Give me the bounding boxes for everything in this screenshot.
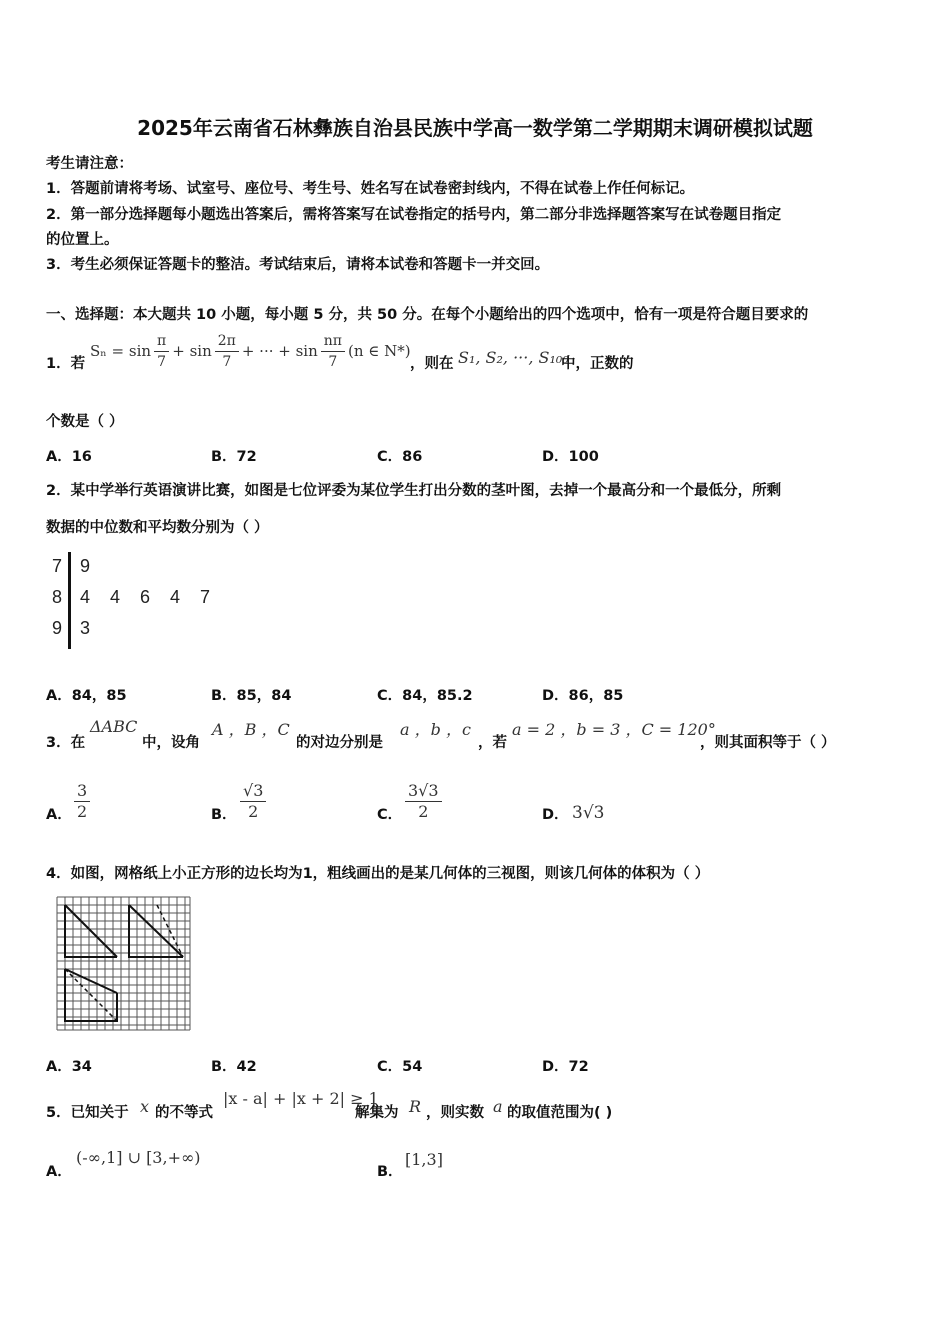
q3-option-b[interactable]: B．: [211, 807, 237, 823]
q5-text: 解集为: [355, 1105, 399, 1121]
three-view-grid-figure: [54, 894, 194, 1034]
stem-divider: [68, 552, 71, 649]
q1-number: 1．若: [46, 356, 86, 372]
q3-option-d[interactable]: D．: [542, 807, 569, 823]
section-heading: 一、选择题：本大题共 10 小题，每小题 5 分，共 50 分。在每个小题给出的四个选项中，恰有一项是符合题目要求的: [46, 307, 809, 323]
q5-option-a-value: (-∞,1] ∪ [3,+∞): [76, 1148, 201, 1167]
q3-option-c[interactable]: C．: [377, 807, 403, 823]
q1-option-a[interactable]: A．16: [46, 449, 92, 465]
fraction: $\frac{√3}{2}$: [240, 781, 266, 822]
q3-option-b-value: [240, 781, 266, 822]
q3-sides: a ，b ，c: [400, 720, 471, 739]
stem-value: 9: [52, 618, 63, 638]
q1-option-b[interactable]: B．72: [211, 449, 257, 465]
q2-option-b[interactable]: B．85，84: [211, 688, 292, 704]
q1-formula-lhs: Sₙ = sin: [90, 342, 152, 360]
fraction: $\frac{3√3}{2}$: [405, 781, 442, 822]
q2-option-a[interactable]: A．84，85: [46, 688, 127, 704]
q3-option-a[interactable]: A．: [46, 807, 72, 823]
q2-option-d[interactable]: D．86，85: [542, 688, 624, 704]
stem-value: 8: [52, 587, 63, 607]
stem-leaf-plot: [48, 552, 228, 650]
q3-option-a-value: [74, 781, 90, 822]
q1-formula-mid: + ··· + sin: [241, 342, 318, 360]
q5-text: 的不等式: [155, 1105, 213, 1121]
q3-condition: a = 2 ，b = 3 ，C = 120°: [512, 720, 716, 739]
page-title: 2025年云南省石林彝族自治县民族中学高一数学第二学期期末调研模拟试题: [137, 116, 813, 140]
fraction: $\frac{3}{2}$: [74, 781, 90, 822]
stem-value: 7: [52, 556, 63, 576]
q2-text: 数据的中位数和平均数分别为（ ）: [46, 520, 269, 536]
leaf-values: 4 4 6 4 7: [80, 587, 211, 607]
q1-formula-mid: + sin: [172, 342, 212, 360]
q4-option-d[interactable]: D．72: [542, 1059, 589, 1075]
q1-option-c[interactable]: C．86: [377, 449, 423, 465]
q1-mid-text: ，则在: [410, 356, 454, 372]
notice-item: 2．第一部分选择题每小题选出答案后，需将答案写在试卷指定的括号内，第二部分非选择题答案写在试卷题目指定: [46, 207, 782, 223]
q3-angles: A ，B ，C: [212, 720, 290, 739]
q5-option-b-value: [1,3]: [405, 1150, 443, 1169]
q1-formula: [90, 328, 411, 374]
q5-option-b[interactable]: B．: [377, 1164, 403, 1180]
fraction: $\frac{2\pi}{7}$: [215, 331, 239, 372]
fraction: $\frac{n\pi}{7}$: [321, 331, 345, 372]
q4-option-c[interactable]: C．54: [377, 1059, 423, 1075]
q2-text: 2．某中学举行英语演讲比赛，如图是七位评委为某位学生打出分数的茎叶图，去掉一个最高分和一个最低分，所剩: [46, 483, 782, 499]
q1-option-d[interactable]: D．100: [542, 449, 599, 465]
q4-text: 4．如图，网格纸上小正方形的边长均为1，粗线画出的是某几何体的三视图，则该几何体的体积为（ ）: [46, 866, 710, 882]
q3-option-c-value: [405, 781, 442, 822]
q1-formula-domain: (n ∈ N*): [347, 342, 411, 360]
notice-item: 1．答题前请将考场、试室号、座位号、考生号、姓名写在试卷密封线内，不得在试卷上作任何标记。: [46, 181, 695, 197]
q5-variable: x: [140, 1097, 150, 1116]
q5-set: R: [409, 1097, 422, 1116]
q3-text: ，若: [478, 735, 507, 751]
q1-end-text: 中，正数的: [561, 356, 634, 372]
notice-item: 的位置上。: [46, 232, 119, 248]
q1-sequence: S₁, S₂, ···, S₁₀₀: [458, 348, 569, 367]
leaf-values: 9: [80, 556, 91, 576]
notice-heading: 考生请注意：: [46, 156, 133, 172]
notice-item: 3．考生必须保证答题卡的整洁。考试结束后，请将本试卷和答题卡一并交回。: [46, 257, 550, 273]
q5-text: 的取值范围为( ): [507, 1105, 613, 1121]
q3-text: 中，设角: [142, 735, 200, 751]
q3-text: ，则其面积等于（ ）: [700, 735, 836, 751]
q4-option-b[interactable]: B．42: [211, 1059, 257, 1075]
q3-text: 的对边分别是: [296, 735, 383, 751]
q5-inequality: |x - a| + |x + 2| ≥ 1: [223, 1089, 379, 1108]
q5-parameter: a: [493, 1097, 503, 1116]
q5-text: ，则实数: [426, 1105, 484, 1121]
q4-option-a[interactable]: A．34: [46, 1059, 92, 1075]
q5-text: 5．已知关于: [46, 1105, 129, 1121]
q3-triangle: ΔABC: [90, 717, 138, 736]
q2-option-c[interactable]: C．84，85.2: [377, 688, 473, 704]
q5-option-a[interactable]: A．: [46, 1164, 72, 1180]
q3-option-d-value: 3√3: [572, 803, 605, 823]
q3-number: 3．在: [46, 735, 86, 751]
fraction: $\frac{\pi}{7}$: [154, 331, 169, 372]
q1-continuation: 个数是（ ）: [46, 414, 124, 430]
leaf-values: 3: [80, 618, 91, 638]
